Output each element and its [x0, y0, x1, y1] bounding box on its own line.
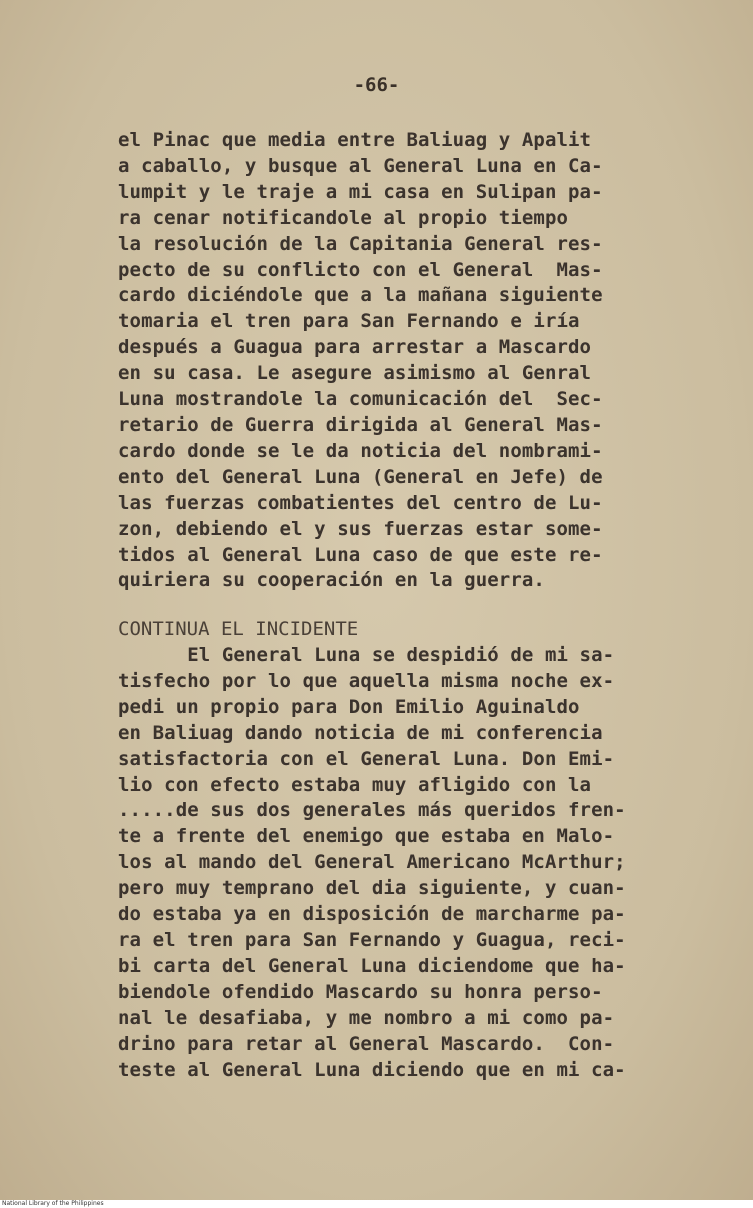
- text-line: los al mando del General Americano McArthur;: [118, 851, 626, 874]
- text-line: pecto de su conflicto con el General Mas-: [118, 258, 603, 281]
- section-heading: CONTINUA EL INCIDENTE: [118, 618, 359, 640]
- text-line: ra el tren para San Fernando y Guagua, reci-: [118, 928, 626, 951]
- text-line: tisfecho por lo que aquella misma noche ex-: [118, 669, 615, 692]
- page-number: -66-: [353, 74, 400, 96]
- text-line: nal le desafiaba, y me nombro a mi como pa-: [118, 1006, 615, 1029]
- text-line: drino para retar al General Mascardo. Con-: [118, 1032, 615, 1055]
- text-line: tidos al General Luna caso de que este re-: [118, 543, 603, 566]
- text-line: Luna mostrandole la comunicación del Sec-: [118, 388, 603, 411]
- text-line: pedi un propio para Don Emilio Aguinaldo: [118, 695, 580, 718]
- text-line: biendole ofendido Mascardo su honra perso-: [118, 980, 603, 1003]
- footer-bar: [0, 1200, 753, 1208]
- text-line: cardo diciéndole que a la mañana siguiente: [118, 284, 603, 307]
- text-line: ento del General Luna (General en Jefe) de: [118, 465, 603, 488]
- text-line: en Baliuag dando noticia de mi conferencia: [118, 721, 603, 744]
- text-line: las fuerzas combatientes del centro de Lu-: [118, 491, 603, 514]
- text-line: lio con efecto estaba muy afligido con la: [118, 773, 592, 796]
- text-line: ra cenar notificandole al propio tiempo: [118, 206, 569, 229]
- text-line: .....de sus dos generales más queridos fren-: [118, 799, 626, 822]
- text-line: pero muy temprano del dia siguiente, y cuan-: [118, 877, 626, 900]
- text-line: te a frente del enemigo que estaba en Malo-: [118, 825, 615, 848]
- footer-credit: National Library of the Philippines: [2, 1200, 104, 1207]
- text-line: en su casa. Le asegure asimismo al Genral: [118, 362, 592, 385]
- text-line: bi carta del General Luna diciendome que ha-: [118, 954, 626, 977]
- text-line: El General Luna se despidió de mi sa-: [118, 644, 615, 666]
- text-line: do estaba ya en disposición de marcharme pa-: [118, 903, 626, 926]
- text-line: quiriera su cooperación en la guerra.: [118, 569, 545, 592]
- text-line: lumpit y le traje a mi casa en Sulipan pa-: [118, 180, 603, 203]
- text-line: tomaria el tren para San Fernando e iría: [118, 310, 580, 333]
- text-line: satisfactoria con el General Luna. Don Emi-: [118, 747, 615, 770]
- text-line: zon, debiendo el y sus fuerzas estar some-: [118, 517, 603, 540]
- text-line: cardo donde se le da noticia del nombrami-: [118, 439, 603, 462]
- text-line: el Pinac que media entre Baliuag y Apalit: [118, 129, 592, 151]
- text-line: la resolución de la Capitania General res-: [118, 232, 603, 255]
- paragraph-1: [118, 128, 698, 594]
- text-line: teste al General Luna diciendo que en mi ca-: [118, 1058, 626, 1081]
- text-line: retario de Guerra dirigida al General Mas-: [118, 413, 603, 436]
- text-line: después a Guagua para arrestar a Mascardo: [118, 336, 592, 359]
- paragraph-2: [118, 643, 698, 1083]
- text-line: a caballo, y busque al General Luna en Ca-: [118, 154, 603, 177]
